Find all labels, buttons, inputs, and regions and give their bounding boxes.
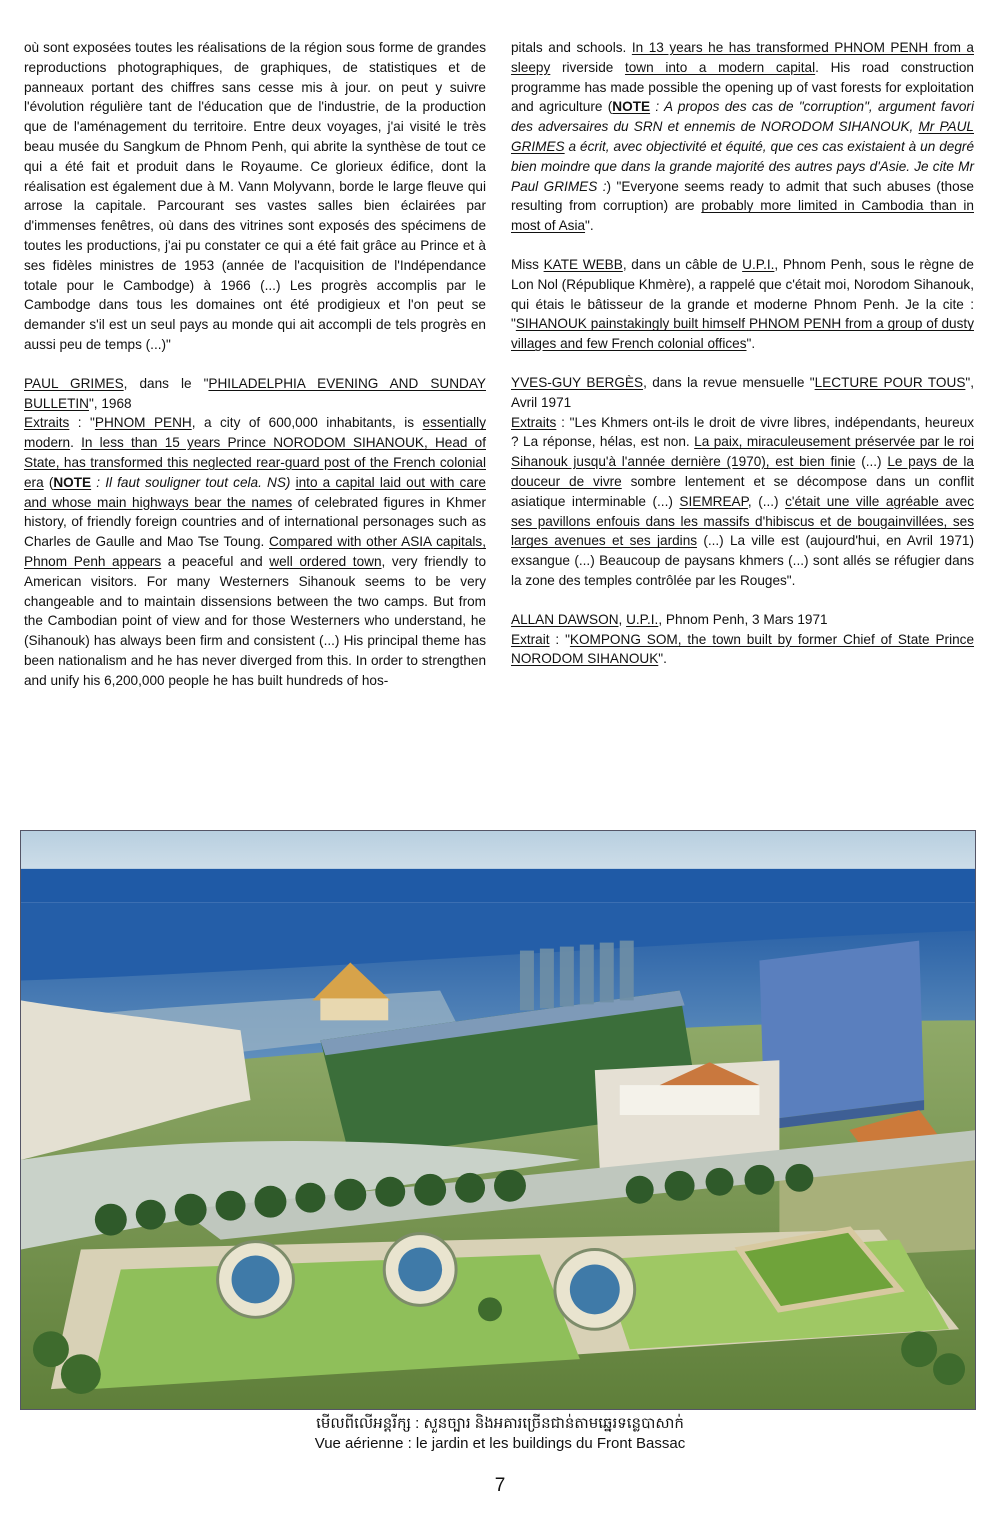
agency-name: U.P.I. [626,611,659,627]
agency-name: U.P.I. [742,256,775,272]
photo-caption-french: Vue aérienne : le jardin et les buildings du Front Bassac [314,1435,686,1452]
photo-caption-khmer: មើលពីលើអន្តរីក្ស : សួនច្បារ និងអគារច្រើនជាន់តាមឆ្នេរទន្លេបាសាក់ [316,1415,684,1432]
author-name: KATE WEBB [543,256,623,272]
paragraph-intro: où sont exposées toutes les réalisations de la région sous forme de grandes reproductions photographiques, de graphiques, de statistiques et de panneaux portant des chiffres sans cesse mis à jour. on peut y suivre l'évolution régulière tant de l'éducation que de l'industrie, de la production que de l'aménagement du territoire. Entre deux voyages, j'ai visité le très beau musée du Sangkum de Phnom Penh, qui abrite la synthèse de tout ce qui a été fait et produit dans le Royaume. Ce glorieux édifice, dont la réalisation est également due à M. Vann Molyvann, borde le large fleuve qui arrose la capitale. Parcourant ses vastes salles bien éclairées par d'immenses fenêtres, où dans des vitrines sont exposés des spécimens de toutes les productions, j'ai pu constater ce qui a été fait grâce au Prince et à ses fidèles ministres de 1953 (année de l'acquisition de l'Indépendance totale pour le Cambodge) à 1966 (...) Les progrès accomplis par le Cambodge dans tous les domaines ont été prodigieux et l'on peut se demander s'il est un seul pays au monde qui ait accompli de tels progrès en aussi peu de temps (...)" [24,40,486,352]
paragraph-paul-grimes: PAUL GRIMES, dans le "PHILADELPHIA EVENING AND SUNDAY BULLETIN", 1968 Extraits : "PHNOM PENH, a city of 600,000 inhabitants, is essentially modern. In less than 15 years Prince NORODOM SIHANOUK, Head of State, has transformed this neglected rear-guard post of the French colonial era (NOTE : Il faut souligner tout cela. NS) into a capital laid out with care and whose main highways bear the names of celebrated figures in Khmer history, of friendly foreign countries and of international personages such as Charles de Gaulle and Mao Tse Toung. Compared with other ASIA capitals, Phnom Penh appears a peaceful and well ordered town, very friendly to American visitors. For many Westerners Sihanouk seems to be very changeable and to maintain dissensions between the two camps. But from the Cambodian point of view and for those Westerners who understand, he (Sihanouk) has always been firm and consistent (...) His principal theme has been nationalism and he has never diverged from this. In order to strengthen and unify his 6,200,000 people he has built hundreds of hos- [24,375,487,688]
note-label: NOTE [53,474,92,490]
aerial-photo [20,830,976,1410]
extrait-label: Extrait [511,631,550,647]
note-label: NOTE [612,99,651,115]
extraits-label: Extraits [511,414,557,430]
left-column [24,38,486,710]
author-name: YVES-GUY BERGÈS [511,374,644,390]
aerial-photo-illustration [21,831,975,1409]
paragraph-allan-dawson: ALLAN DAWSON, U.P.I., Phnom Penh, 3 Mars 1971 Extrait : "KOMPONG SOM, the town built by former Chief of State Prince NORODOM SIHANOUK". [511,611,975,667]
publication-title: PHILADELPHIA EVENING AND SUNDAY BULLETIN [24,375,486,411]
paragraph-yves-guy-berges: YVES-GUY BERGÈS, dans la revue mensuelle "LECTURE POUR TOUS", Avril 1971 Extraits : "Les Khmers ont-ils le droit de vivre libres, indépendants, heureux ? La réponse, hélas, est non. La paix, miraculeusement préservée par le roi Sihanouk jusqu'à l'année dernière (1970), est bien finie (...) Le pays de la douceur de vivre sombre lentement et se décompose dans un conflit asiatique interminable (...) SIEMREAP, (...) c'était une ville agréable avec ses pavillons enfouis dans les massifs d'hibiscus et de bougainvillées, ses larges avenues et ses jardins (...) La ville est (aujourd'hui, en Avril 1971) exsangue (...) Beaucoup de paysans khmers (...) sont allés se réfugier dans la zone des temples contrôlée par les Rouges". [511,374,974,588]
paragraph-kate-webb: Miss KATE WEBB, dans un câble de U.P.I., Phnom Penh, sous le règne de Lon Nol (République Khmère), a rappelé que c'était moi, Norodom Sihanouk, qui étais le bâtisseur de la grande et moderne Phnom Penh. Je la cite : "SIHANOUK painstakingly built himself PHNOM PENH from a group of dusty villages and few French colonial offices". [511,256,974,352]
publication-title: LECTURE POUR TOUS [814,374,966,390]
author-name: ALLAN DAWSON [511,611,619,627]
extraits-label: Extraits [24,415,70,431]
paragraph-grimes-continued: pitals and schools. In 13 years he has transformed PHNOM PENH from a sleepy riverside town into a modern capital. His road construction programme has made possible the opening up of vast forests for exploitation and agriculture (NOTE : A propos des cas de "corruption", argument favori des adversaires du SRN et ennemis de NORODOM SIHANOUK, Mr PAUL GRIMES a écrit, avec objectivité et équité, que ces cas existaient à un degré bien moindre que dans la grande majorité des autres pays d'Asie. Je cite Mr Paul GRIMES :) "Everyone seems ready to admit that such abuses (those resulting from corruption) are probably more limited in Cambodia than in most of Asia". [511,40,974,234]
page-number: 7 [494,1475,506,1496]
author-name: PAUL GRIMES [24,375,124,391]
right-column [511,38,974,688]
